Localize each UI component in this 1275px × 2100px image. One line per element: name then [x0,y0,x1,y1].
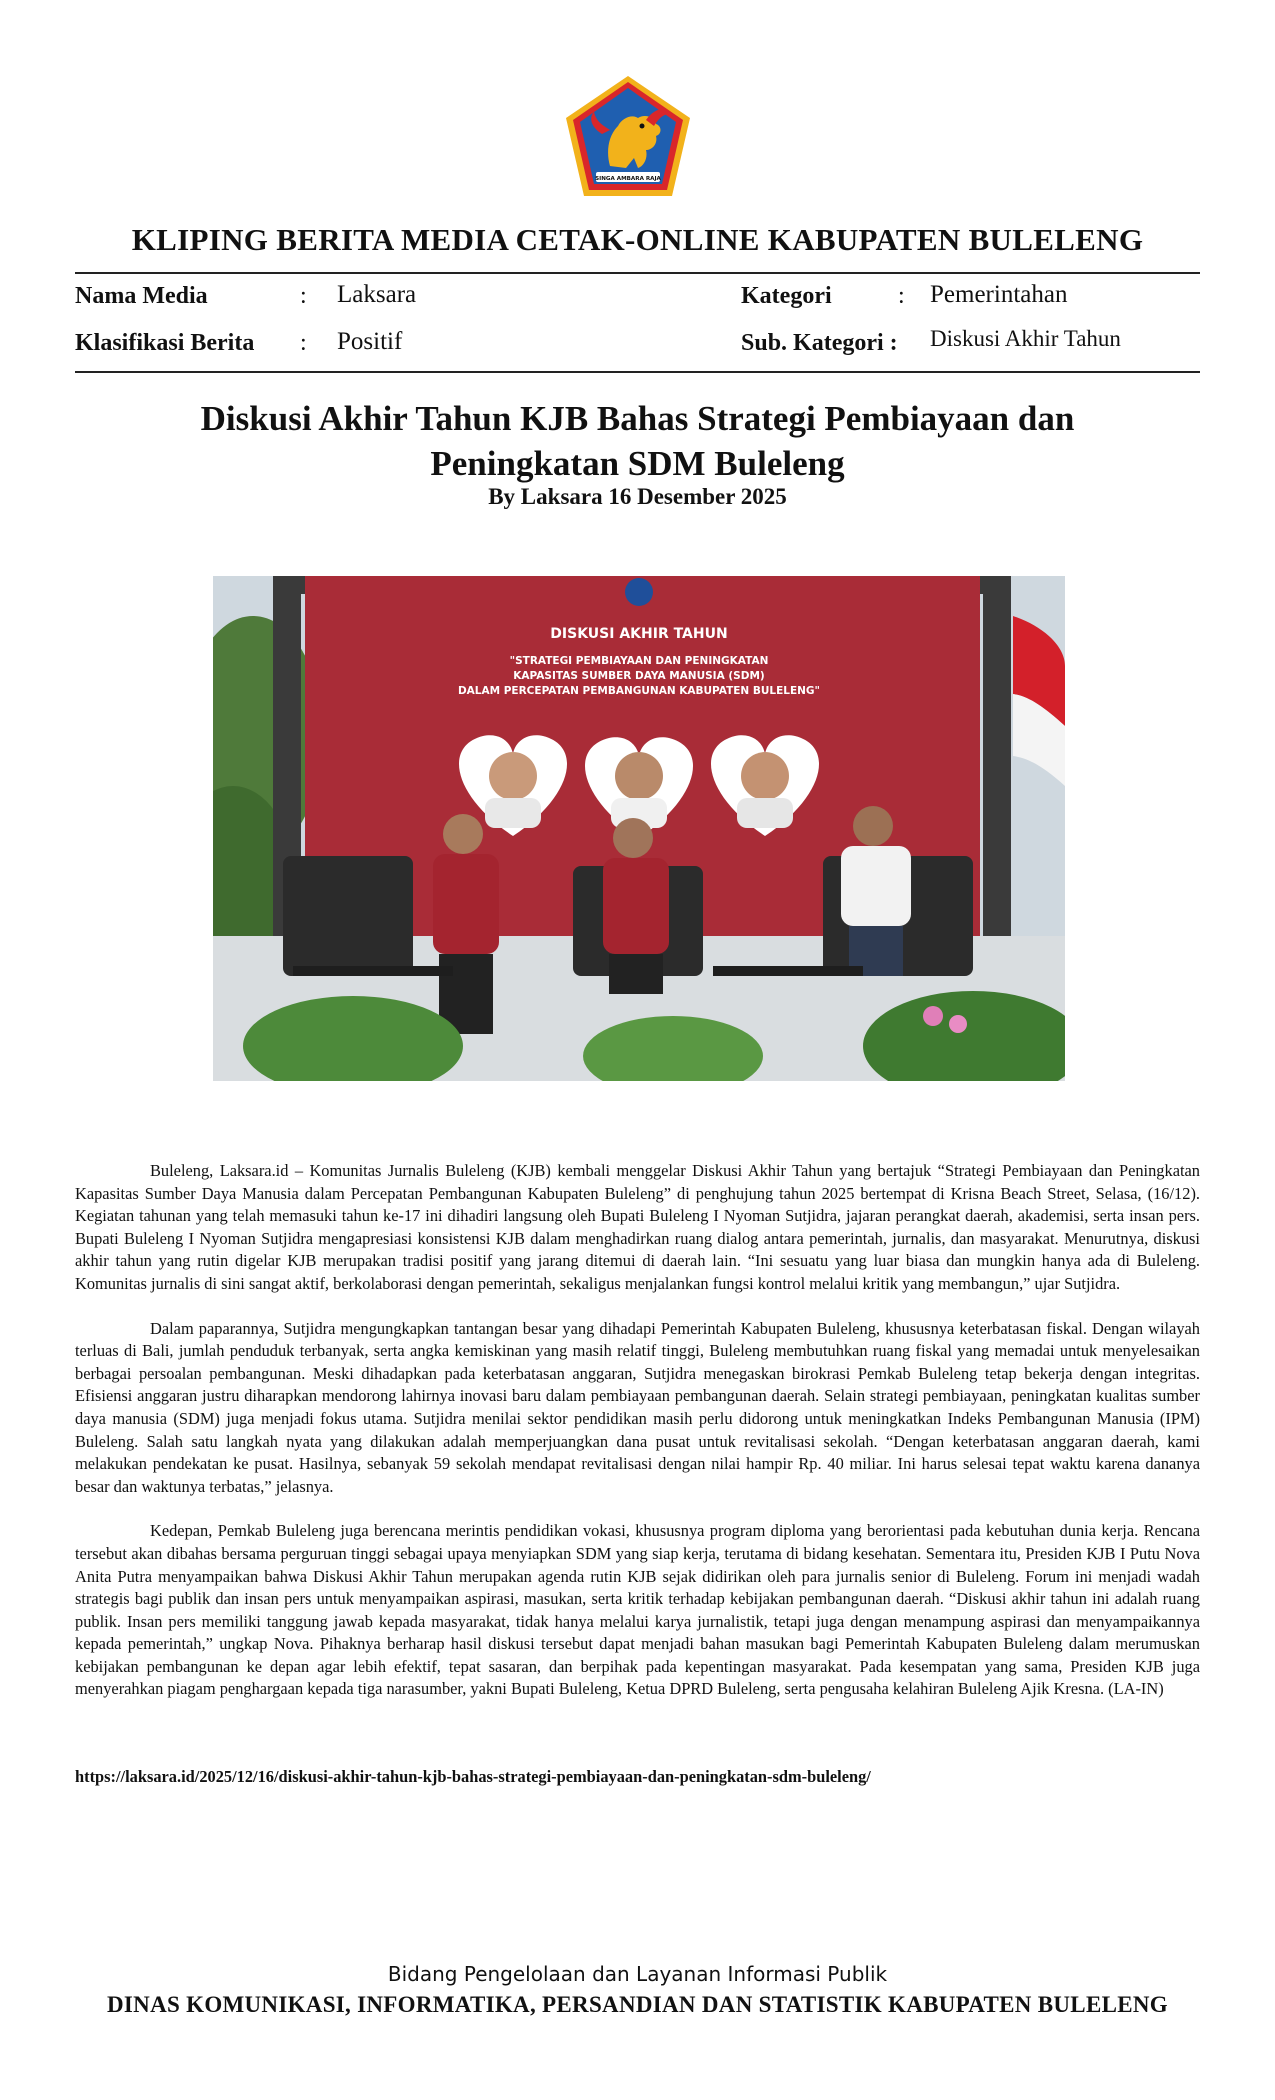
media-name-colon: : [300,283,307,309]
footer-division-name: Bidang Pengelolaan dan Layanan Informasi Publik [387,1962,888,1986]
banner-theme-line-1: "STRATEGI PEMBIAYAAN DAN PENINGKATAN [509,655,769,667]
classification-value: Positif [337,328,403,355]
header-top-rule [75,272,1200,274]
event-photo-illustration [213,576,1065,1081]
logo-motto-text: SINGA AMBARA RAJA [595,176,661,182]
article-body [75,1160,1200,1723]
article-byline: By Laksara 16 Desember 2025 [488,484,787,509]
category-value: Pemerintahan [930,281,1068,308]
media-name-label: Nama Media [75,283,208,309]
article-paragraph-2: Dalam paparannya, Sutjidra mengungkapkan tantangan besar yang dihadapi Pemerintah Kabupaten Buleleng, khususnya keterbatasan fiskal. Dengan wilayah terluas di Bali, jumlah penduduk terbanyak, serta angka kemiskinan yang masih relatif tinggi, Buleleng membutuhkan ruang fiskal yang memadai untuk menyelesaikan berbagai persoalan pembangunan. Meski dihadapkan pada keterbatasan anggaran, Sutjidra menegaskan birokrasi Pemkab Buleleng tetap bekerja dengan integritas. Efisiensi anggaran justru diharapkan mendorong lahirnya inovasi baru dalam pembiayaan pembangunan daerah. Selain strategi pembiayaan, peningkatan kualitas sumber daya manusia (SDM) juga menjadi fokus utama. Sutjidra menilai sektor pendidikan masih perlu didorong untuk meningkatkan Indeks Pembangunan Manusia (IPM) Buleleng. Salah satu langkah nyata yang dilakukan adalah memperjuangkan dana pusat untuk revitalisasi sekolah. “Dengan keterbatasan anggaran daerah, kami melakukan pendekatan ke pusat. Hasilnya, sebanyak 59 sekolah mendapat revitalisasi dengan nilai hampir Rp. 40 miliar. Ini harus selesai tepat waktu karena dananya besar dan waktunya terbatas,” jelasnya. [75,1318,1200,1496]
header-bottom-rule [75,371,1200,373]
banner-heading: DISKUSI AKHIR TAHUN [550,626,728,642]
category-label: Kategori [741,283,832,309]
source-url-link[interactable]: https://laksara.id/2025/12/16/diskusi-akhir-tahun-kjb-bahas-strategi-pembiayaan-dan-peningkatan-sdm-buleleng/ [75,1767,871,1786]
article-paragraph-1: Buleleng, Laksara.id – Komunitas Jurnalis Buleleng (KJB) kembali menggelar Diskusi Akhir Tahun yang bertajuk “Strategi Pembiayaan dan Peningkatan Kapasitas Sumber Daya Manusia dalam Percepatan Pembangunan Kabupaten Buleleng” di penghujung tahun 2025 bertempat di Krisna Beach Street, Selasa, (16/12). Kegiatan tahunan yang telah memasuki tahun ke-17 ini dihadiri langsung oleh Bupati Buleleng I Nyoman Sutjidra, jajaran perangkat daerah, akademisi, serta insan pers. Bupati Buleleng I Nyoman Sutjidra mengapresiasi konsistensi KJB dalam menghadirkan ruang dialog antara pemerintah, jurnalis, dan masyarakat. Menurutnya, diskusi akhir tahun yang rutin digelar KJB merupakan tradisi positif yang jarang ditemui di daerah lain. “Ini sesuatu yang luar biasa dan mungkin hanya ada di Buleleng. Komunitas jurnalis di sini sangat aktif, berkolaborasi dengan pemerintah, sekaligus menjalankan fungsi kontrol melalui kritik yang membangun,” ujar Sutjidra. [75,1161,1200,1293]
banner-theme-line-3: DALAM PERCEPATAN PEMBANGUNAN KABUPATEN BULELENG" [457,685,821,697]
headline-line-1: Diskusi Akhir Tahun KJB Bahas Strategi Pembiayaan dan [200,399,1075,438]
headline-line-2: Peningkatan SDM Buleleng [430,444,845,483]
footer-office-name: DINAS KOMUNIKASI, INFORMATIKA, PERSANDIAN DAN STATISTIK KABUPATEN BULELENG [107,1992,1168,2017]
media-name-value: Laksara [337,281,417,308]
category-colon: : [898,283,905,309]
document-header-title: KLIPING BERITA MEDIA CETAK-ONLINE KABUPATEN BULELENG [131,222,1144,257]
article-paragraph-3: Kedepan, Pemkab Buleleng juga berencana merintis pendidikan vokasi, khususnya program diploma yang berorientasi pada kebutuhan dunia kerja. Rencana tersebut akan dibahas bersama perguruan tinggi sebagai upaya menyiapkan SDM yang siap kerja, terutama di bidang kesehatan. Sementara itu, Presiden KJB I Putu Nova Anita Putra menyampaikan bahwa Diskusi Akhir Tahun merupakan agenda rutin KJB sejak didirikan oleh para jurnalis senior di Buleleng. Forum ini menjadi wadah strategis bagi publik dan insan pers untuk menyampaikan aspirasi, masukan, serta kritik terhadap kebijakan pembangunan daerah. “Diskusi akhir tahun ini adalah ruang publik. Insan pers memiliki tanggung jawab kepada masyarakat, tidak hanya melalui karya jurnalistik, tetapi juga dengan menampung aspirasi dan menyampaikannya kepada pemerintah,” ungkap Nova. Pihaknya berharap hasil diskusi tersebut dapat menjadi bahan masukan bagi Pemerintah Kabupaten Buleleng dalam merumuskan kebijakan pembangunan ke depan agar lebih efektif, tepat sasaran, dan berpihak pada kepentingan masyarakat. Pada kesempatan yang sama, Presiden KJB juga menyerahkan piagam penghargaan kepada tiga narasumber, yakni Bupati Buleleng, Ketua DPRD Buleleng, serta pengusaha kelahiran Buleleng Ajik Kresna. (LA-IN) [75,1521,1200,1699]
article-photo [213,576,1065,1081]
classification-label: Klasifikasi Berita [75,330,255,356]
article-headline [100,396,1175,486]
buleleng-regency-logo [562,74,694,198]
subcategory-value: Diskusi Akhir Tahun [930,326,1121,351]
banner-theme-line-2: KAPASITAS SUMBER DAYA MANUSIA (SDM) [513,670,765,682]
subcategory-label: Sub. Kategori : [741,330,898,356]
classification-colon: : [300,330,307,356]
